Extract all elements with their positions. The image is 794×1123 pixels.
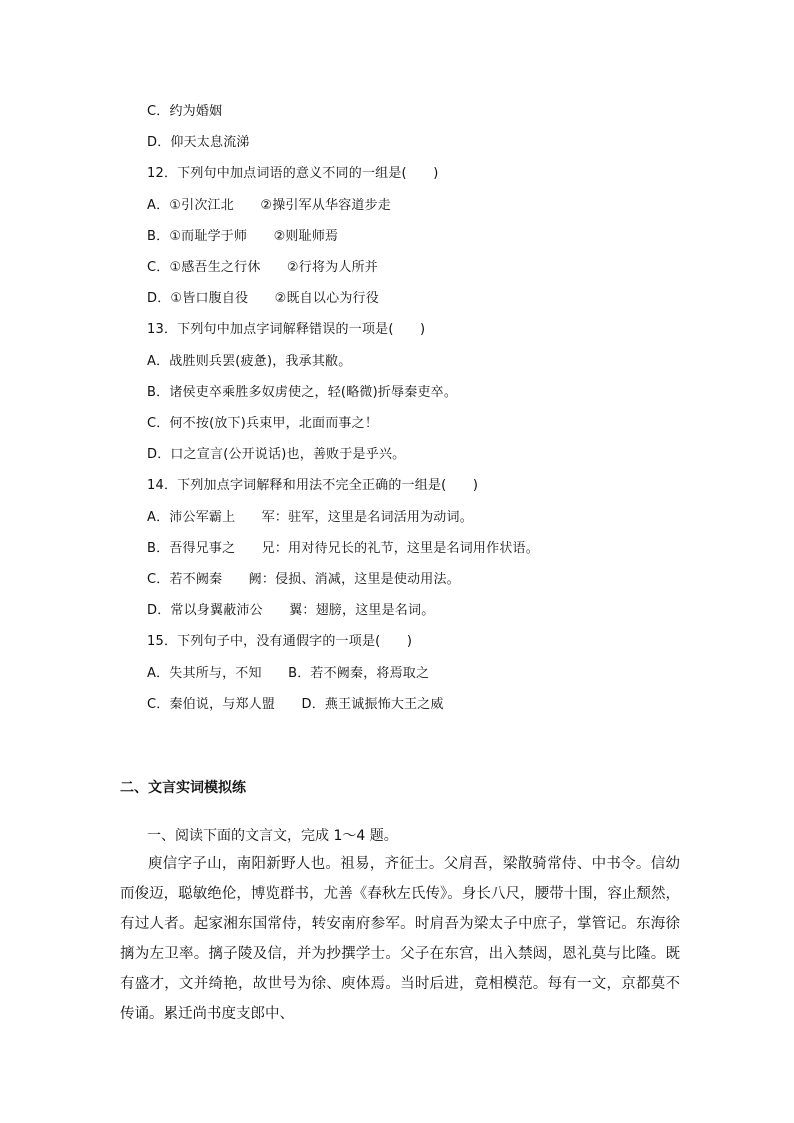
question-line: B．①而耻学于师 ②则耻师焉 [147, 228, 339, 244]
question-line: D．仰天太息流涕 [147, 135, 250, 151]
question-line: C．秦伯说，与郑人盟 D．燕王诚振怖大王之威 [147, 696, 444, 712]
question-line: A．①引次江北 ②操引军从华容道步走 [147, 197, 392, 213]
question-line: A．战胜则兵罢(疲惫)，我承其敝。 [147, 353, 352, 369]
question-line: A．沛公军霸上 军：驻军，这里是名词活用为动词。 [147, 509, 473, 525]
question-line: D．①皆口腹自役 ②既自以心为行役 [147, 291, 379, 307]
question-line: 12．下列句中加点词语的意义不同的一组是( ) [147, 166, 439, 182]
classical-passage: 庾信字子山，南阳新野人也。祖易，齐征士。父肩吾，梁散骑常侍、中书令。信幼而俊迈，聪敏绝伦，博览群书，尤善《春秋左氏传》。身长八尺，腰带十围，容止颓然，有过人者。起家湘东国常侍，转安南府参军。时肩吾为梁太子中庶子，掌管记。东海徐摛为左卫率。摛子陵及信，并为抄撰学士。父子在东宫，出入禁闼，恩礼莫与比隆。既有盛才，文并绮艳，故世号为徐、庾体焉。当时后进，竟相模范。每有一文，京都莫不传诵。累迁尚书度支郎中、 [120, 856, 680, 1022]
question-line: C．约为婚姻 [147, 104, 223, 119]
question-line: 15．下列句子中，没有通假字的一项是( ) [147, 634, 413, 650]
question-line: A．失其所与，不知 B．若不阙秦，将焉取之 [147, 665, 430, 681]
section-heading: 二、文言实词模拟练 [120, 780, 246, 796]
passage-instruction: 一、阅读下面的文言文，完成 1～4 题。 [147, 828, 398, 844]
question-line: 14．下列加点字词解释和用法不完全正确的一组是( ) [147, 478, 479, 494]
question-line: C．何不按(放下)兵束甲，北面而事之！ [147, 416, 379, 431]
question-line: D．口之宣言(公开说话)也，善败于是乎兴。 [147, 447, 406, 463]
question-line: C．①感吾生之行休 ②行将为人所并 [147, 260, 378, 275]
question-line: D．常以身翼蔽沛公 翼：翅膀，这里是名词。 [147, 603, 435, 619]
question-line: B．诸侯吏卒乘胜多奴虏使之，轻(略微)折辱秦吏卒。 [147, 384, 458, 400]
question-line: C．若不阙秦 阙：侵损、消减，这里是使动用法。 [147, 572, 460, 587]
question-line: 13．下列句中加点字词解释错误的一项是( ) [147, 322, 426, 338]
question-line: B．吾得兄事之 兄：用对待兄长的礼节，这里是名词用作状语。 [147, 540, 539, 556]
